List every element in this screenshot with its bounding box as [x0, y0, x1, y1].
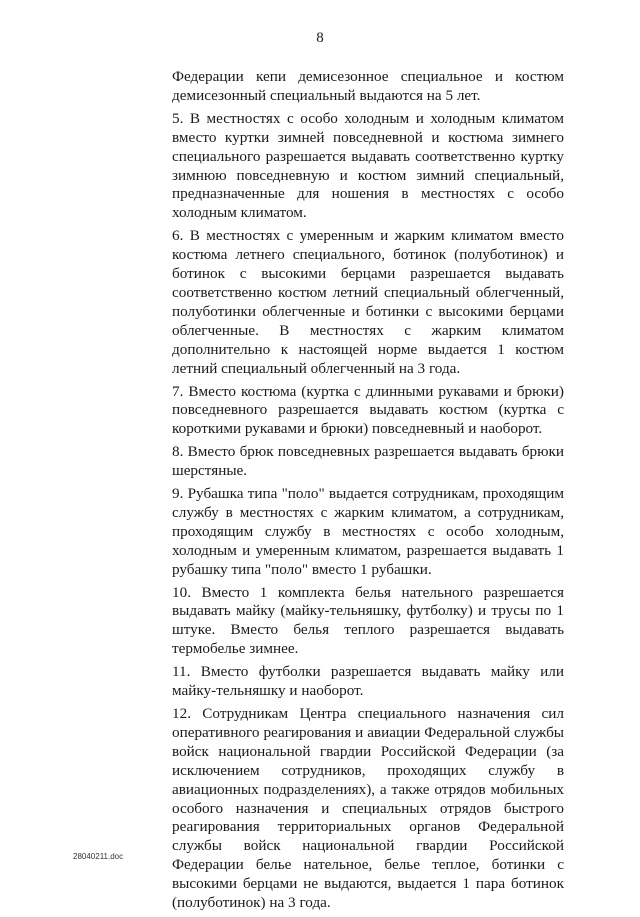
document-file-footer: 28040211.doc — [73, 852, 124, 861]
paragraph-item-12: 12. Сотрудникам Центра специального назначения сил оперативного реагирования и авиации Федеральной службы войск национальной гвардии Российской Федерации (за исключением сотрудников, проходящих службу в авиационных подразделениях), а также отрядов мобильных особого назначения и специальных отрядов быстрого реагирования территориальных органов Федеральной службы войск национальной гвардии Российской Федерации белье нательное, белье теплое, ботинки с высокими берцами не выдаются, выдается 1 пара ботинок (полуботинок) на 3 года. — [172, 705, 564, 912]
paragraph-item-11: 11. Вместо футболки разрешается выдавать майку или майку-тельняшку и наоборот. — [172, 663, 564, 700]
paragraph-continuation: Федерации кепи демисезонное специальное и костюм демисезонный специальный выдаются на 5 лет. — [172, 68, 564, 104]
paragraph-item-8: 8. Вместо брюк повседневных разрешается выдавать брюки шерстяные. — [172, 443, 564, 480]
document-body — [172, 68, 564, 917]
paragraph-item-5: 5. В местностях с особо холодным и холодным климатом вместо куртки зимней повседневной и костюма зимнего специального разрешается выдавать соответственно куртку зимнюю повседневную и костюм зимний специальный, предназначенные для ношения в местностях с особо холодным климатом. — [172, 109, 564, 222]
paragraph-item-9: 9. Рубашка типа "поло" выдается сотрудникам, проходящим службу в местностях с жарким климатом, а сотрудникам, проходящим службу в местностях с особо холодным, холодным и умеренным климатом, разрешается выдавать 1 рубашку типа "поло" вместо 1 рубашки. — [172, 485, 564, 578]
paragraph-item-10: 10. Вместо 1 комплекта белья нательного разрешается выдавать майку (майку-тельняшку, футболку) и трусы по 1 штуке. Вместо белья теплого разрешается выдавать термобелье зимнее. — [172, 583, 564, 658]
paragraph-item-7: 7. Вместо костюма (куртка с длинными рукавами и брюки) повседневного разрешается выдавать костюм (куртка с короткими рукавами и брюки) повседневный и наоборот. — [172, 382, 564, 438]
page-number: 8 — [316, 30, 324, 46]
paragraph-item-6: 6. В местностях с умеренным и жарким климатом вместо костюма летнего специального, ботинок (полуботинок) и ботинок с высокими берцами разрешается выдавать соответственно костюм летний специальный облегченный, полуботинки облегченные и ботинки с высокими берцами облегченные. В местностях с жарким климатом дополнительно к настоящей норме выдается 1 костюм летний специальный облегченный на 3 года. — [172, 227, 564, 377]
